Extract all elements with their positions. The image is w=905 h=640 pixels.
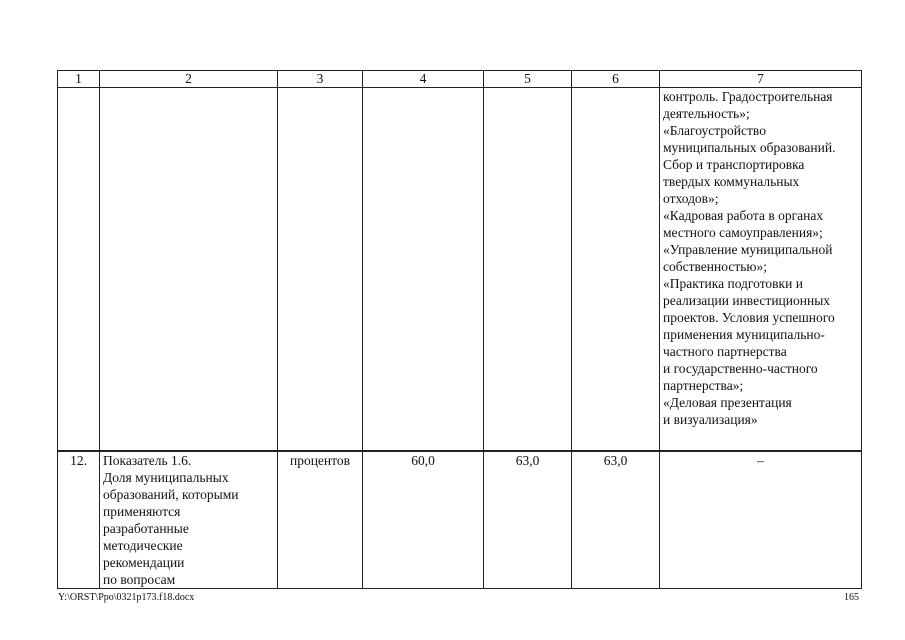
course-topics-cell: контроль. Градостроительная деятельность»; «Благоустройство муниципальных образований. Сбор и транспортировка твердых коммунальных отходов»; «Кадровая работа в органах местного самоуправления»; «Управление муниципальной собственностью»; «Практика подготовки и реализации инвестиционных проектов. Условия успешного применения муниципально- частного партнерства и государственно-частного партнерства»; «Деловая презентация и визуализация» <box>660 88 862 452</box>
column-number-row <box>58 71 862 88</box>
table-cell <box>58 88 100 452</box>
value-cell: 63,0 <box>484 451 572 589</box>
table-row <box>58 88 862 452</box>
table-cell <box>278 88 363 452</box>
footer-file-path: Y:\ORST\Ppo\0321p173.f18.docx <box>58 592 195 603</box>
column-number-cell: 2 <box>100 71 278 88</box>
document-table <box>57 70 862 589</box>
table-cell <box>363 88 484 452</box>
column-number-cell: 7 <box>660 71 862 88</box>
table-cell <box>572 88 660 452</box>
value-cell: 60,0 <box>363 451 484 589</box>
notes-cell: – <box>660 451 862 589</box>
row-number-cell: 12. <box>58 451 100 589</box>
column-number-cell: 6 <box>572 71 660 88</box>
column-number-cell: 4 <box>363 71 484 88</box>
column-number-cell: 3 <box>278 71 363 88</box>
column-number-cell: 5 <box>484 71 572 88</box>
footer-page-number: 165 <box>844 592 859 603</box>
indicator-name-cell: Показатель 1.6. Доля муниципальных образований, которыми применяются разработанные методические рекомендации по вопросам <box>100 451 278 589</box>
table-cell <box>100 88 278 452</box>
table-row <box>58 451 862 589</box>
table-cell <box>484 88 572 452</box>
unit-cell: процентов <box>278 451 363 589</box>
column-number-cell: 1 <box>58 71 100 88</box>
value-cell: 63,0 <box>572 451 660 589</box>
